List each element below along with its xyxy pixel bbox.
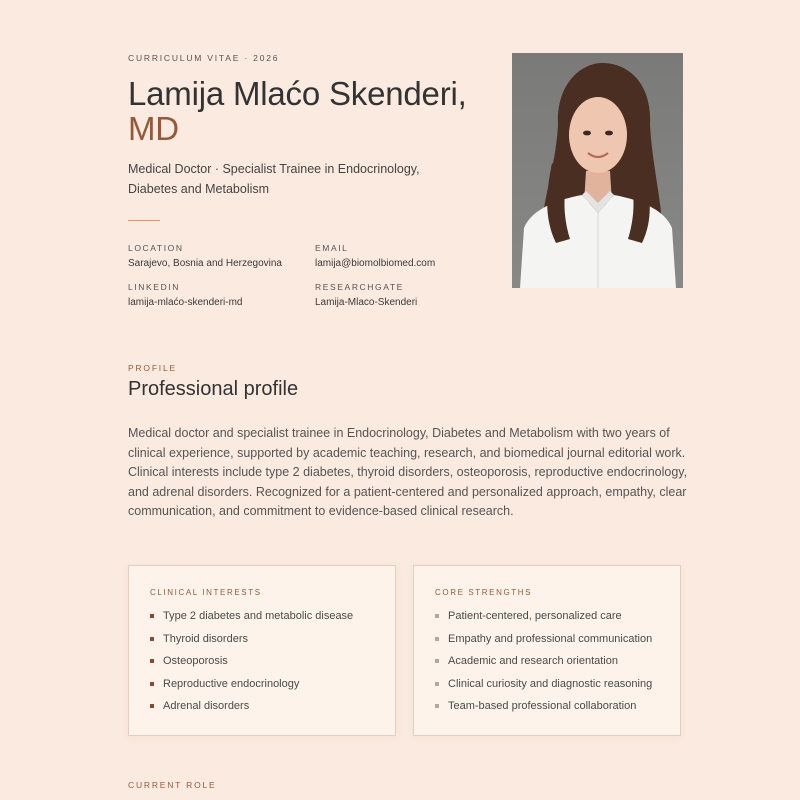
core-strengths-list (435, 610, 652, 723)
linkedin-label: LINKEDIN (128, 282, 181, 292)
square-bullet-icon (150, 614, 154, 618)
researchgate-link[interactable]: Lamija-Mlaco-Skenderi (315, 297, 418, 308)
core-strengths-card (413, 565, 681, 736)
list-item-text: Type 2 diabetes and metabolic disease (163, 610, 354, 622)
clinical-interests-card (128, 565, 396, 736)
list-item (435, 655, 652, 678)
list-item-text: Patient-centered, personalized care (448, 610, 622, 622)
square-bullet-icon (150, 637, 154, 641)
list-item (150, 610, 353, 633)
square-bullet-icon (435, 637, 439, 641)
list-item-text: Thyroid disorders (163, 632, 248, 645)
email-label: EMAIL (315, 243, 349, 253)
list-item-text: Reproductive endocrinology (163, 677, 300, 690)
list-item (150, 678, 353, 701)
list-item (150, 700, 353, 723)
list-item-text: Academic and research orientation (448, 655, 618, 668)
square-bullet-icon (150, 704, 154, 708)
person-name (128, 76, 467, 146)
square-bullet-icon (150, 659, 154, 663)
location-label: LOCATION (128, 243, 184, 253)
linkedin-link[interactable]: lamija-mlaćo-skenderi-md (128, 297, 243, 308)
name-text: Lamija Mlaćo Skenderi, (128, 75, 467, 112)
divider-rule (128, 220, 160, 221)
square-bullet-icon (435, 614, 439, 618)
cv-kicker: CURRICULUM VITAE · 2026 (128, 53, 280, 63)
profile-text: Medical doctor and specialist trainee in Endocrinology, Diabetes and Metabolism with two years of clinical experience, supported by academic teaching, research, and biomedical journal editorial work. Clinical interests include type 2 diabetes, thyroid disorders, osteoporosis, reproductive endocrinology, and adrenal disorders. Recognized for a patient-centered and personalized approach, empathy, clear communication, and commitment to evidence-based clinical research. (128, 426, 688, 518)
square-bullet-icon (435, 682, 439, 686)
square-bullet-icon (435, 704, 439, 708)
list-item (435, 700, 652, 723)
portrait-icon (512, 53, 683, 288)
job-subtitle: Medical Doctor · Specialist Trainee in Endocrinology, Diabetes and Metabolism (128, 162, 420, 196)
list-item-text: Team-based professional collaboration (448, 700, 637, 713)
profile-photo (512, 53, 683, 288)
profile-title: Professional profile (128, 378, 299, 400)
clinical-interests-list (150, 610, 353, 723)
square-bullet-icon (435, 659, 439, 663)
current-role-kicker: CURRENT ROLE (128, 780, 217, 790)
list-item-text: Clinical curiosity and diagnostic reasoning (448, 677, 653, 690)
location-value: Sarajevo, Bosnia and Herzegovina (128, 258, 282, 269)
list-item-text: Adrenal disorders (163, 700, 250, 713)
core-strengths-title: CORE STRENGTHS (435, 588, 533, 597)
list-item (435, 633, 652, 656)
square-bullet-icon (150, 682, 154, 686)
list-item-text: Empathy and professional communication (448, 632, 653, 645)
email-link[interactable]: lamija@biomolbiomed.com (315, 258, 436, 269)
credential-text: MD (128, 110, 179, 147)
clinical-interests-title: CLINICAL INTERESTS (150, 588, 262, 597)
list-item (150, 633, 353, 656)
list-item (150, 655, 353, 678)
list-item (435, 678, 652, 701)
list-item (435, 610, 652, 633)
researchgate-label: RESEARCHGATE (315, 282, 404, 292)
profile-kicker: PROFILE (128, 363, 177, 373)
list-item-text: Osteoporosis (163, 655, 228, 668)
